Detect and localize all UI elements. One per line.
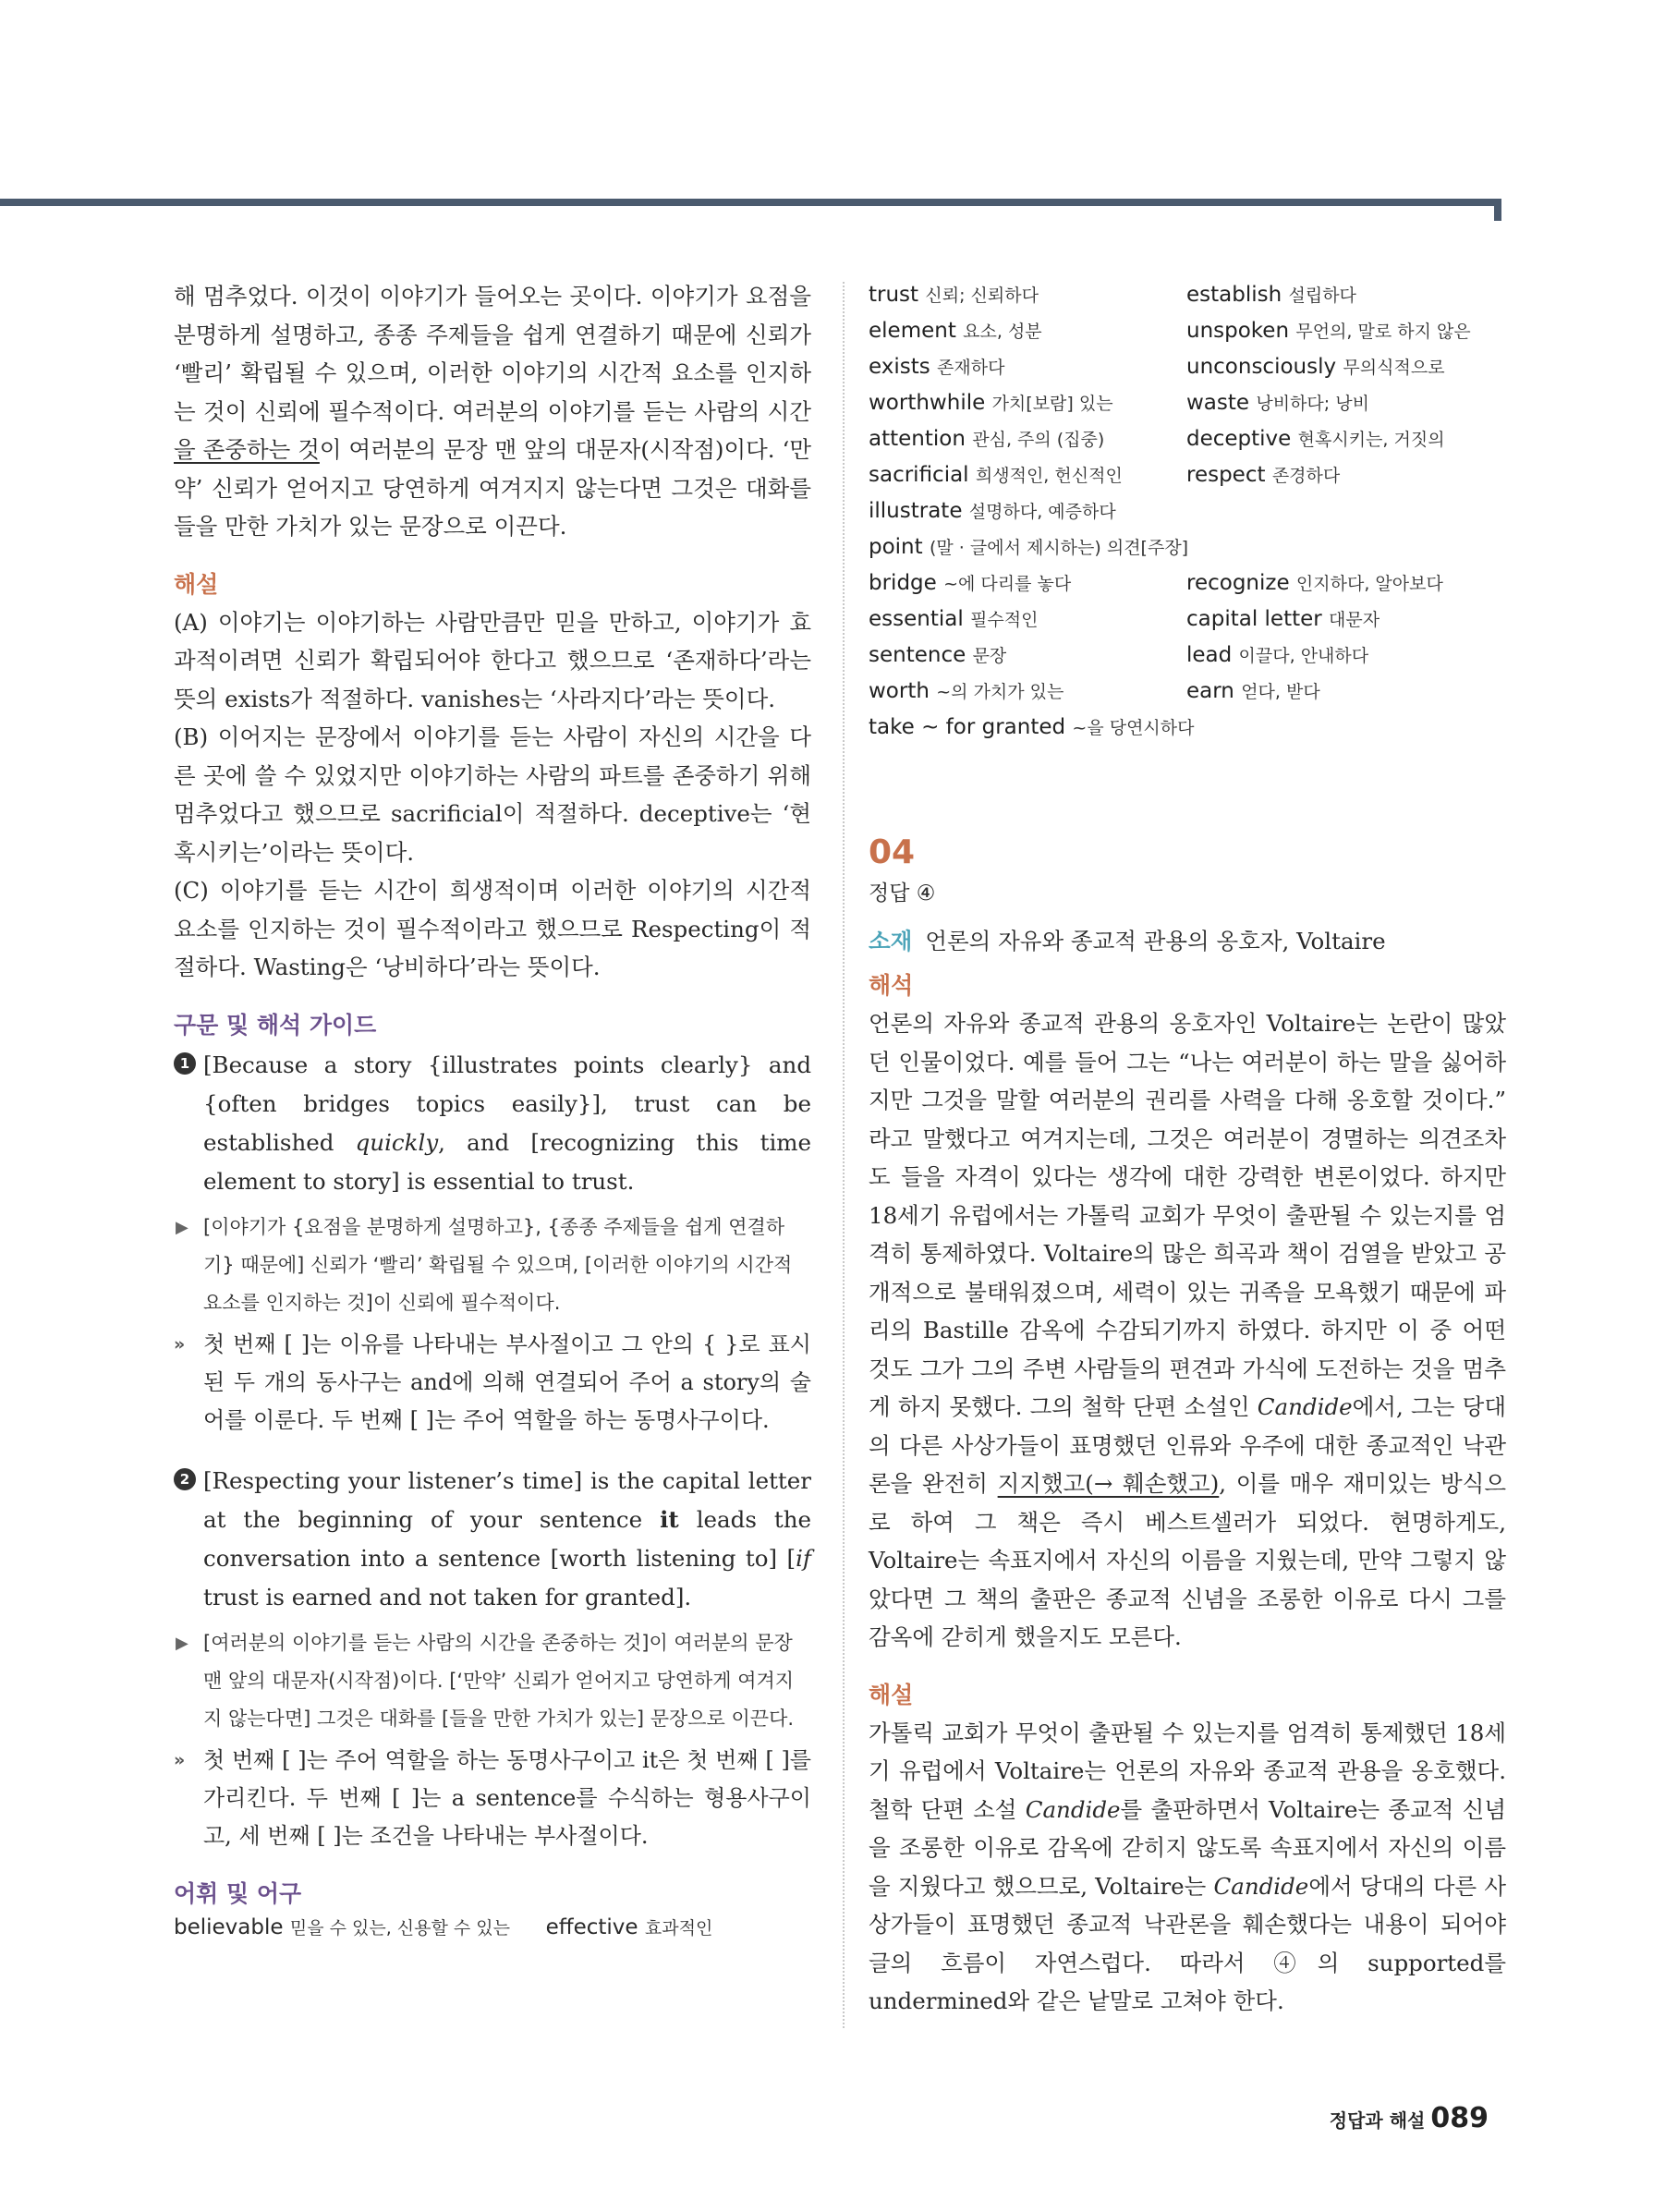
haeseol-c: (C) 이야기를 듣는 시간이 희생적이며 이러한 이야기의 시간적 요소를 인지하는 것이 필수적이라고 했으므로 Respecting이 적절하다. Wasting은 ‘낭비하다’라는 뜻이다. [174,877,811,980]
double-chevron-icon: » [174,1333,186,1355]
vocab-row [869,565,1506,602]
vocab-cell [1186,385,1504,421]
vocab-cell [1186,710,1504,746]
right-column [869,277,1506,2021]
vocab-kr: 가치[보람] 있는 [991,394,1113,414]
double-chevron-icon: » [174,1749,186,1770]
topic-label: 소재 [869,928,913,954]
vocab-cell [1186,349,1504,385]
vocab-en: bridge [869,571,937,595]
question-number: 04 [869,833,916,871]
vocab-kr: (말 · 글에서 제시하는) 의견[주장] [929,538,1189,558]
vocab-en: sentence [869,643,966,667]
vocab-en: worthwhile [869,391,986,415]
vocab-cell [869,710,1195,746]
vocab-row [869,385,1506,421]
vocab-kr: 문장 [972,646,1007,666]
vocab-cell [1186,313,1504,349]
vocab-kr: 무언의, 말로 하지 않은 [1295,322,1471,342]
vocab-kr: 요소, 성분 [963,322,1042,342]
vocab-cell [1186,457,1504,493]
vocab-cell [869,277,1186,313]
vocab-row [869,421,1506,457]
vocab-en: believable [174,1914,284,1939]
vocab-cell [869,493,1186,529]
vocab-kr: 신뢰; 신뢰하다 [925,286,1039,306]
vocab-en: capital letter [1186,607,1322,631]
vocab-en: illustrate [869,499,963,523]
vocab-cell [1186,602,1504,638]
vocab-kr: 존재하다 [937,358,1005,378]
vocab-cell [869,602,1186,638]
haeseok-heading: 해석 [869,972,914,999]
vocab-cell [869,457,1186,493]
vocab-kr: 현혹시키는, 거짓의 [1297,430,1445,450]
vocab-row [869,529,1506,565]
vocab-en: establish [1186,283,1282,307]
vocab-en: point [869,535,923,559]
vocab-cell [869,674,1186,710]
vocab-cell [1186,493,1504,529]
vocab-en: unconsciously [1186,355,1337,379]
vocab-cell [869,421,1186,457]
vocab-kr: 믿을 수 있는, 신용할 수 있는 [289,1917,510,1939]
column-divider [843,282,845,2028]
vocab-kr: 이끌다, 안내하다 [1238,646,1369,666]
page-footer [1330,2102,1489,2134]
vocab-kr: 희생적인, 헌신적인 [975,466,1123,486]
vocab-en: take ~ for granted [869,715,1066,739]
vocab-en: waste [1186,391,1250,415]
haeseol-heading-right: 해설 [869,1681,914,1708]
page-number: 089 [1430,2102,1489,2134]
vocab-kr: 필수적인 [970,610,1039,630]
grammar-note-2: » 첫 번째 [ ]는 주어 역할을 하는 동명사구이고 it은 첫 번째 [ ]를 가리킨다. 두 번째 [ ]는 a sentence를 수식하는 형용사구이고, 세 번째 [ ]는 조건을 나타내는 부사절이다. [174,1742,811,1855]
vocab-kr: 인지하다, 알아보다 [1295,574,1443,594]
triangle-bullet-icon: ▶ [176,1217,188,1237]
vocab-kr: 설립하다 [1288,286,1356,306]
vocab-en: unspoken [1186,319,1290,343]
vocab-kr: 관심, 주의 (집중) [972,430,1105,450]
translation-1: ▶ [이야기가 {요점을 분명하게 설명하고}, {종종 주제들을 쉽게 연결하기} 때문에] 신뢰가 ‘빨리’ 확립될 수 있으며, [이러한 이야기의 시간적 요소를 인지하는 것]이 신뢰에 필수적이다. [174,1209,811,1322]
vocab-cell [1186,421,1504,457]
vocab-row [869,674,1506,710]
vocab-cell [869,565,1186,602]
vocab-en: sacrificial [869,463,969,487]
vocab-cell [1186,674,1504,710]
vocab-en: trust [869,283,919,307]
vocab-en: worth [869,679,930,703]
vocab-en: effective [545,1914,638,1939]
vocab-cell [869,349,1186,385]
vocab-en: deceptive [1186,427,1292,451]
left-column [174,277,811,1939]
vocab-cell [869,638,1186,674]
number-badge-2: 2 [174,1468,196,1490]
topic-text: 언론의 자유와 종교적 관용의 옹호자, Voltaire [925,928,1386,954]
vocab-en: exists [869,355,930,379]
topic-line [869,923,1506,960]
vocab-bottom-row [174,1914,811,1939]
vocab-en: attention [869,427,966,451]
vocab-kr: 설명하다, 예증하다 [968,502,1116,522]
vocab-en: earn [1186,679,1234,703]
answer-line: 정답 ④ [869,881,936,905]
vocab-row [869,313,1506,349]
haeseol-a: (A) 이야기는 이야기하는 사람만큼만 믿을 만하고, 이야기가 효과적이려면 신뢰가 확립되어야 한다고 했으므로 ‘존재하다’라는 뜻의 exists가 적절하다. vanishes는 ‘사라지다’라는 뜻이다. [174,608,811,712]
vocab-row [869,638,1506,674]
vocab-cell [1186,638,1504,674]
vocab-row [869,349,1506,385]
footer-label: 정답과 해설 [1329,2109,1426,2132]
vocab-cell [1186,277,1504,313]
header-rule-tick [1494,199,1501,221]
haeseok-paragraph: 언론의 자유와 종교적 관용의 옹호자인 Voltaire는 논란이 많았던 인물이었다. 예를 들어 그는 “나는 여러분이 하는 말을 싫어하지만 그것을 말할 여러분의 권리를 사력을 다해 옹호할 것이다.” 라고 말했다고 여겨지는데, 그것은 여러분이 경멸하는 의견조차도 들을 자격이 있다는 생각에 대한 강력한 변론이었다. 하지만 18세기 유럽에서는 가톨릭 교회가 무엇이 출판될 수 있는지를 엄격히 통제하였다. Voltaire의 많은 희곡과 책이 검열을 받았고 공개적으로 불태워졌으며, 세력이 있는 귀족을 모욕했기 때문에 파리의 Bastille 감옥에 수감되기까지 하였다. 하지만 이 중 어떤 것도 그가 그의 주변 사람들의 편견과 가식에 도전하는 것을 멈추게 하지 못했다. 그의 철학 단편 소설인 Candide에서, 그는 당대의 다른 사상가들이 표명했던 인류와 우주에 대한 종교적인 낙관론을 완전히 지지했고(→ 훼손했고), 이를 매우 재미있는 방식으로 하여 그 책은 즉시 베스트셀러가 되었다. 현명하게도, Voltaire는 속표지에서 자신의 이름을 지웠는데, 만약 그렇지 않았다면 그 책의 출판은 종교적 신념을 조롱한 이유로 다시 그를 감옥에 갇히게 했을지도 모른다. [869,1010,1506,1650]
vocab-kr: 효과적인 [644,1917,713,1939]
haeseol-paragraph-right: 가톨릭 교회가 무엇이 출판될 수 있는지를 엄격히 통제했던 18세기 유럽에서 Voltaire는 언론의 자유와 종교적 관용을 옹호했다. 철학 단편 소설 Candide를 출판하면서 Voltaire는 종교적 신념을 조롱한 이유로 감옥에 갇히지 않도록 속표지에서 자신의 이름을 지웠다고 했으므로, Voltaire는 Candide에서 당대의 다른 사상가들이 표명했던 종교적 낙관론을 훼손했다는 내용이 되어야 글의 흐름이 자연스럽다. 따라서 ④의 supported를 undermined와 같은 낱말로 고쳐야 한다. [869,1719,1507,2014]
vocab-en: respect [1186,463,1266,487]
grammar-note-1: » 첫 번째 [ ]는 이유를 나타내는 부사절이고 그 안의 { }로 표시된 두 개의 동사구는 and에 의해 연결되어 주어 a story의 술어를 이룬다. 두 번째 [ ]는 주어 역할을 하는 동명사구이다. [174,1326,811,1440]
vocab-row [869,710,1506,746]
english-sentence-1: [Because a story {illustrates points clearly} and {often bridges topics easily}], trust can be established quickly, and [recognizing this time element to story] is essential to trust. [203,1051,812,1195]
vocab-kr: 대문자 [1329,610,1380,630]
vocab-kr: ~을 당연시하다 [1072,718,1195,738]
haeseol-b: (B) 이어지는 문장에서 이야기를 듣는 사람이 자신의 시간을 다른 곳에 쓸 수 있었지만 이야기하는 사람의 파트를 존중하기 위해 멈추었다고 했으므로 sacrificial이 적절하다. deceptive는 ‘현혹시키는’이라는 뜻이다. [174,723,811,866]
underlined-phrase: 지지했고(→ 훼손했고) [997,1470,1220,1497]
vocab-row [869,493,1506,529]
number-badge-1: 1 [174,1052,196,1075]
vocab-kr: 존경하다 [1271,466,1341,486]
header-rule [0,199,1501,206]
vocab-en: essential [869,607,964,631]
vocab-kr: 무의식적으로 [1343,358,1445,378]
english-sentence-2: [Respecting your listener’s time] is the capital letter at the beginning of your sentence it leads the conversation into a sentence [worth listening to] [if trust is earned and not taken for granted]. [203,1466,811,1610]
vocab-kr: ~에 다리를 놓다 [943,574,1072,594]
gumun-heading: 구문 및 해석 가이드 [174,1011,377,1039]
vocab-kr: ~의 가치가 있는 [936,682,1064,702]
vocab-en: element [869,319,956,343]
vocab-en: lead [1186,643,1233,667]
vocab-cell [869,313,1186,349]
translation-2: ▶ [여러분의 이야기를 듣는 사람의 시간을 존중하는 것]이 여러분의 문장 맨 앞의 대문자(시작점)이다. [‘만약’ 신뢰가 얻어지고 당연하게 여겨지지 않는다면] 그것은 대화를 [들을 만한 가치가 있는] 문장으로 이끈다. [174,1624,811,1738]
vocab-cell [1186,529,1504,565]
sentence-item-2 [174,1462,811,1617]
vocab-kr: 얻다, 받다 [1241,682,1320,702]
intro-paragraph: 해 멈추었다. 이것이 이야기가 들어오는 곳이다. 이야기가 요점을 분명하게 설명하고, 종종 주제들을 쉽게 연결하기 때문에 신뢰가 ‘빨리’ 확립될 수 있으며, 이러한 이야기의 시간적 요소를 인지하는 것이 신뢰에 필수적이다. 여러분의 이야기를 듣는 사람의 시간 을 존중하는 것이 여러분의 문장 맨 앞의 대문자(시작점)이다. ‘만약’ 신뢰가 얻어지고 당연하게 여겨지지 않는다면 그것은 대화를 들을 만한 가치가 있는 문장으로 이끈다. [174,283,812,540]
vocab-row [869,277,1506,313]
vocab-cell [869,529,1189,565]
vocab-cell [869,385,1186,421]
haeseol-heading: 해설 [174,570,219,598]
vocab-kr: 낭비하다; 낭비 [1256,394,1369,414]
vocab-heading: 어휘 및 어구 [174,1879,302,1907]
triangle-bullet-icon: ▶ [176,1633,188,1653]
vocab-cell [1186,565,1504,602]
vocab-row [869,602,1506,638]
sentence-item-1 [174,1046,811,1201]
vocab-table [869,277,1506,746]
vocab-en: recognize [1186,571,1290,595]
underlined-phrase: 을 존중하는 것 [174,436,320,463]
vocab-row [869,457,1506,493]
